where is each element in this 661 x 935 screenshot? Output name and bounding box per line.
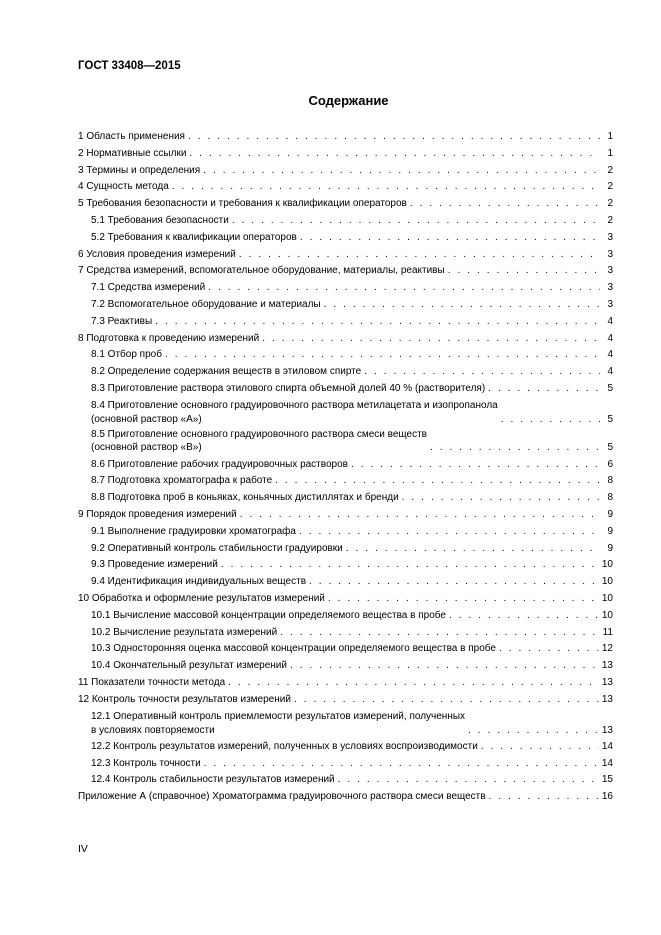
toc-entry-title: 10.1 Вычисление массовой концентрации определяемого вещества в пробе — [91, 609, 446, 621]
toc-entry-page: 10 — [601, 609, 613, 621]
toc-leader-dots — [351, 457, 600, 474]
toc-entry[interactable] — [78, 163, 613, 180]
toc-leader-dots — [489, 789, 599, 806]
toc-leader-dots — [300, 230, 600, 247]
toc-entry-title: 8.8 Подготовка проб в коньяках, коньячных дистиллятах и бренди — [91, 492, 399, 504]
toc-entry-title: 3 Термины и определения — [78, 164, 201, 176]
toc-entry[interactable] — [78, 710, 613, 737]
toc-entry-page: 5 — [607, 382, 613, 394]
toc-leader-dots — [324, 297, 600, 314]
toc-leader-dots — [430, 441, 600, 454]
toc-entry-page: 3 — [607, 298, 613, 310]
toc-leader-dots — [488, 381, 600, 398]
toc-entry-page: 3 — [607, 248, 613, 260]
toc-entry-title: 10.4 Окончательный результат измерений — [91, 660, 287, 672]
toc-entry-title: 12 Контроль точности результатов измерений — [78, 693, 291, 705]
toc-entry[interactable] — [78, 772, 613, 789]
toc-entry-title: 5 Требования безопасности и требования к квалификации операторов — [78, 198, 407, 210]
toc-entry[interactable] — [78, 179, 613, 196]
toc-entry[interactable] — [78, 428, 613, 455]
toc-leader-dots — [410, 196, 600, 213]
toc-entry-title: 12.1 Оперативный контроль приемлемости результатов измерений, полученных в условиях повторяемости — [91, 711, 466, 736]
toc-entry[interactable] — [78, 490, 613, 507]
toc-entry[interactable] — [78, 263, 613, 280]
toc-entry-page: 15 — [601, 774, 613, 786]
toc-entry-title: 12.3 Контроль точности — [91, 757, 201, 769]
toc-entry-page: 13 — [601, 676, 613, 688]
toc-entry-title: 9.4 Идентификация индивидуальных веществ — [91, 576, 307, 588]
toc-entry-page: 5 — [607, 442, 613, 454]
toc-entry-title: 8.5 Приготовление основного градуировочного раствора смеси веществ (основной раствор «В») — [91, 428, 427, 454]
toc-entry[interactable] — [78, 381, 613, 398]
toc-entry-page: 10 — [601, 592, 613, 604]
table-of-contents — [78, 129, 613, 806]
toc-entry[interactable] — [78, 146, 613, 163]
toc-entry[interactable] — [78, 756, 613, 773]
toc-entry[interactable] — [78, 213, 613, 230]
toc-entry[interactable] — [78, 196, 613, 213]
toc-leader-dots — [338, 772, 599, 789]
toc-entry-page: 2 — [607, 214, 613, 226]
toc-entry[interactable] — [78, 641, 613, 658]
page-title: Содержание — [308, 93, 389, 108]
toc-entry-title: 5.1 Требования безопасности — [91, 214, 229, 226]
toc-entry-page: 6 — [607, 458, 613, 470]
toc-leader-dots — [501, 413, 600, 426]
toc-leader-dots — [189, 146, 600, 163]
toc-entry-page: 4 — [607, 315, 613, 327]
toc-entry-title: 8 Подготовка к проведению измерений — [78, 332, 260, 344]
toc-entry[interactable] — [78, 331, 613, 348]
toc-entry-title: 10 Обработка и оформление результатов измерений — [78, 592, 325, 604]
toc-leader-dots — [364, 364, 600, 381]
toc-entry-page: 3 — [607, 282, 613, 294]
toc-leader-dots — [155, 314, 600, 331]
toc-entry-title: 9 Порядок проведения измерений — [78, 508, 237, 520]
toc-entry-title: 12.4 Контроль стабильности результатов измерений — [91, 774, 335, 786]
toc-leader-dots — [402, 490, 600, 507]
toc-leader-dots — [468, 724, 599, 737]
toc-entry-title: 7 Средства измерений, вспомогательное оборудование, материалы, реактивы — [78, 265, 445, 277]
toc-entry-page: 10 — [601, 559, 613, 571]
toc-leader-dots — [346, 541, 600, 558]
toc-entry-page: 4 — [607, 366, 613, 378]
toc-entry-page: 10 — [601, 576, 613, 588]
toc-entry[interactable] — [78, 658, 613, 675]
toc-leader-dots — [239, 247, 600, 264]
page-number: IV — [78, 843, 88, 855]
toc-entry[interactable] — [78, 314, 613, 331]
toc-leader-dots — [275, 473, 600, 490]
toc-leader-dots — [481, 739, 599, 756]
toc-entry[interactable] — [78, 297, 613, 314]
toc-entry[interactable] — [78, 399, 613, 426]
toc-entry[interactable] — [78, 507, 613, 524]
toc-entry[interactable] — [78, 692, 613, 709]
toc-entry-page: 8 — [607, 492, 613, 504]
document-code: ГОСТ 33408—2015 — [78, 60, 181, 72]
toc-leader-dots — [449, 608, 599, 625]
toc-entry-page: 1 — [607, 131, 613, 142]
toc-entry-title: 8.1 Отбор проб — [91, 349, 162, 361]
toc-entry-title: 10.3 Односторонняя оценка массовой концентрации определяемого вещества в пробе — [91, 643, 496, 655]
toc-entry-page: 2 — [607, 164, 613, 176]
toc-entry-page: 16 — [601, 791, 613, 803]
toc-entry-page: 11 — [602, 626, 613, 638]
toc-entry-title: 8.2 Определение содержания веществ в этиловом спирте — [91, 366, 362, 378]
toc-entry[interactable] — [78, 625, 613, 642]
toc-entry[interactable] — [78, 739, 613, 756]
toc-leader-dots — [299, 524, 600, 541]
toc-leader-dots — [309, 574, 599, 591]
toc-entry-title: 8.6 Приготовление рабочих градуировочных растворов — [91, 458, 348, 470]
toc-entry[interactable] — [78, 557, 613, 574]
toc-leader-dots — [232, 213, 600, 230]
toc-entry-title: 8.4 Приготовление основного градуировочного раствора метилацетата и изопропанола (основной раствор «А») — [91, 400, 498, 425]
toc-entry[interactable] — [78, 608, 613, 625]
toc-leader-dots — [280, 625, 599, 642]
toc-leader-dots — [228, 675, 599, 692]
toc-leader-dots — [204, 756, 599, 773]
toc-leader-dots — [188, 129, 600, 146]
toc-entry[interactable] — [78, 457, 613, 474]
toc-entry-page: 4 — [607, 332, 613, 344]
toc-entry-page: 13 — [601, 660, 613, 672]
toc-entry-title: 7.3 Реактивы — [91, 315, 153, 327]
toc-leader-dots — [172, 179, 600, 196]
toc-entry[interactable] — [78, 675, 613, 692]
toc-entry-title: 9.3 Проведение измерений — [91, 559, 218, 571]
toc-entry-title: 7.1 Средства измерений — [91, 282, 206, 294]
toc-leader-dots — [294, 692, 599, 709]
toc-entry-page: 3 — [607, 265, 613, 277]
toc-entry[interactable] — [78, 230, 613, 247]
toc-entry-title: 9.1 Выполнение градуировки хроматографа — [91, 525, 296, 537]
toc-entry[interactable] — [78, 473, 613, 490]
toc-entry-title: 12.2 Контроль результатов измерений, полученных в условиях воспроизводимости — [91, 740, 478, 752]
toc-entry-page: 9 — [607, 508, 613, 520]
toc-entry[interactable] — [78, 247, 613, 264]
toc-entry-title: 2 Нормативные ссылки — [78, 147, 187, 159]
toc-entry-title: 1 Область применения — [78, 131, 185, 142]
toc-leader-dots — [499, 641, 599, 658]
toc-entry-page: 8 — [607, 475, 613, 487]
toc-leader-dots — [290, 658, 599, 675]
toc-leader-dots — [262, 331, 600, 348]
toc-entry-page: 9 — [607, 525, 613, 537]
toc-entry[interactable] — [78, 574, 613, 591]
toc-leader-dots — [165, 347, 600, 364]
toc-entry-title: 11 Показатели точности метода — [78, 676, 226, 688]
toc-entry-title: 10.2 Вычисление результата измерений — [91, 626, 278, 638]
toc-entry-page: 13 — [601, 693, 613, 705]
toc-entry-title: 8.3 Приготовление раствора этилового спирта объемной долей 40 % (растворителя) — [91, 382, 486, 394]
toc-leader-dots — [203, 163, 600, 180]
toc-entry-page: 3 — [607, 231, 613, 243]
toc-entry[interactable] — [78, 280, 613, 297]
toc-leader-dots — [240, 507, 600, 524]
toc-entry-title: 9.2 Оперативный контроль стабильности градуировки — [91, 542, 343, 554]
toc-entry-title: Приложение А (справочное) Хроматограмма градуировочного раствора смеси веществ — [78, 791, 486, 803]
toc-entry[interactable] — [78, 591, 613, 608]
toc-entry[interactable] — [78, 524, 613, 541]
toc-entry-title: 7.2 Вспомогательное оборудование и материалы — [91, 298, 321, 310]
toc-entry-page: 14 — [601, 740, 613, 752]
toc-entry-page: 5 — [607, 413, 613, 425]
toc-leader-dots — [448, 263, 600, 280]
toc-leader-dots — [221, 557, 599, 574]
toc-entry-page: 2 — [607, 181, 613, 193]
toc-entry[interactable] — [78, 129, 613, 146]
toc-entry-title: 4 Сущность метода — [78, 181, 169, 193]
toc-entry-page: 4 — [607, 349, 613, 361]
toc-entry[interactable] — [78, 364, 613, 381]
toc-leader-dots — [328, 591, 599, 608]
toc-entry-page: 9 — [607, 542, 613, 554]
toc-entry-page: 1 — [607, 147, 613, 159]
toc-entry-page: 13 — [601, 724, 613, 736]
toc-entry[interactable] — [78, 541, 613, 558]
toc-leader-dots — [208, 280, 600, 297]
toc-entry-title: 8.7 Подготовка хроматографа к работе — [91, 475, 273, 487]
toc-entry-page: 12 — [601, 643, 613, 655]
toc-entry-page: 2 — [607, 198, 613, 210]
toc-entry[interactable] — [78, 789, 613, 806]
toc-entry-page: 14 — [601, 757, 613, 769]
toc-entry-title: 5.2 Требования к квалификации операторов — [91, 231, 297, 243]
toc-entry[interactable] — [78, 347, 613, 364]
toc-entry-title: 6 Условия проведения измерений — [78, 248, 236, 260]
